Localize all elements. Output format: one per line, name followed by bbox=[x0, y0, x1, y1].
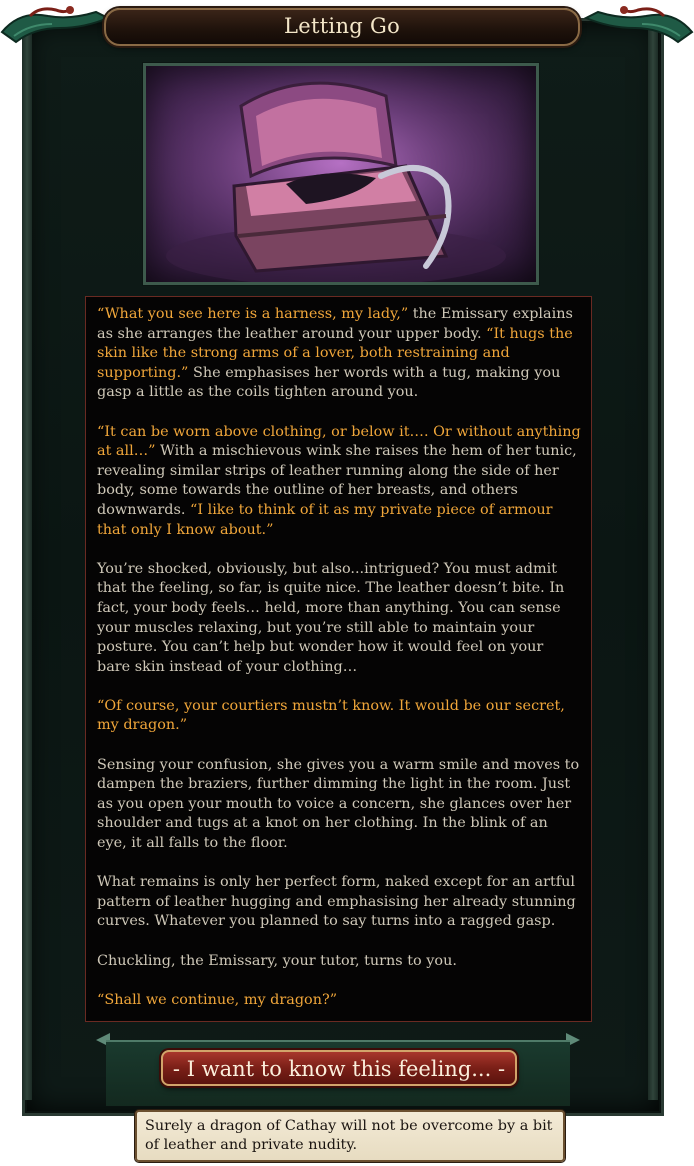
event-description bbox=[85, 296, 592, 1022]
story-paragraph bbox=[97, 756, 581, 854]
story-paragraph bbox=[97, 560, 581, 678]
dialogue-text: “It hugs the skin like the strong arms of a lover, both restraining and supporting.” bbox=[97, 325, 573, 381]
dialogue-text: “What you see here is a harness, my lady,” bbox=[97, 306, 413, 322]
choice-button-know-feeling[interactable]: - I want to know this feeling... - bbox=[161, 1050, 517, 1086]
story-paragraph bbox=[97, 697, 581, 736]
narration-text: What remains is only her perfect form, naked except for an artful pattern of leather hugging and emphasising her already stunning curves. Whatever you planned to say turns into a ragged gasp. bbox=[97, 874, 576, 930]
dialogue-text: “I like to think of it as my private piece of armour that only I know about.” bbox=[97, 501, 553, 538]
dialogue-text: “Shall we continue, my dragon?” bbox=[97, 991, 338, 1008]
narration-text: Chuckling, the Emissary, your tutor, turns to you. bbox=[97, 952, 457, 969]
jade-dragon-ornament-icon bbox=[0, 2, 110, 50]
event-illustration bbox=[143, 63, 539, 285]
narration-text: Sensing your confusion, she gives you a warm smile and moves to dampen the braziers, further dimming the light in the room. Just as you open your mouth to voice a concern, she glances over her shoulder and tugs at a knot on her clothing. In the blink of an eye, it all falls to the floor. bbox=[97, 756, 580, 852]
narration-text: the Emissary explains as she arranges the leather around your upper body. bbox=[97, 306, 573, 342]
choice-tooltip: Surely a dragon of Cathay will not be overcome by a bit of leather and private nudity. bbox=[135, 1110, 565, 1162]
left-frame-rail bbox=[22, 30, 32, 1100]
right-frame-rail bbox=[648, 30, 658, 1100]
event-title: Letting Go bbox=[104, 8, 580, 46]
story-paragraph bbox=[97, 991, 581, 1011]
dialogue-text: “It can be worn above clothing, or below it…. Or without anything at all…” bbox=[97, 423, 581, 460]
narration-text: She emphasises her words with a tug, making you gasp a little as the coils tighten around you. bbox=[97, 364, 561, 401]
story-paragraph bbox=[97, 305, 581, 403]
open-chest-with-leather-harness-image bbox=[146, 66, 536, 282]
dialogue-text: “Of course, your courtiers mustn’t know. It would be our secret, my dragon.” bbox=[97, 697, 565, 734]
jade-dragon-ornament-icon bbox=[584, 2, 694, 50]
story-paragraph bbox=[97, 873, 581, 932]
story-paragraph bbox=[97, 952, 581, 972]
story-paragraph bbox=[97, 423, 581, 541]
narration-text: With a mischievous wink she raises the hem of her tunic, revealing similar strips of leather running along the side of her body, some towards the outline of her breasts, and others downwards. bbox=[97, 443, 577, 518]
narration-text: You’re shocked, obviously, but also...intrigued? You must admit that the feeling, so far, is quite nice. The leather doesn’t bite. In fact, your body feels… held, more than anything. You can sense your muscles relaxing, but you’re still able to maintain your posture. You can’t help but wonder how it would feel on your bare skin instead of your clothing… bbox=[97, 560, 565, 675]
